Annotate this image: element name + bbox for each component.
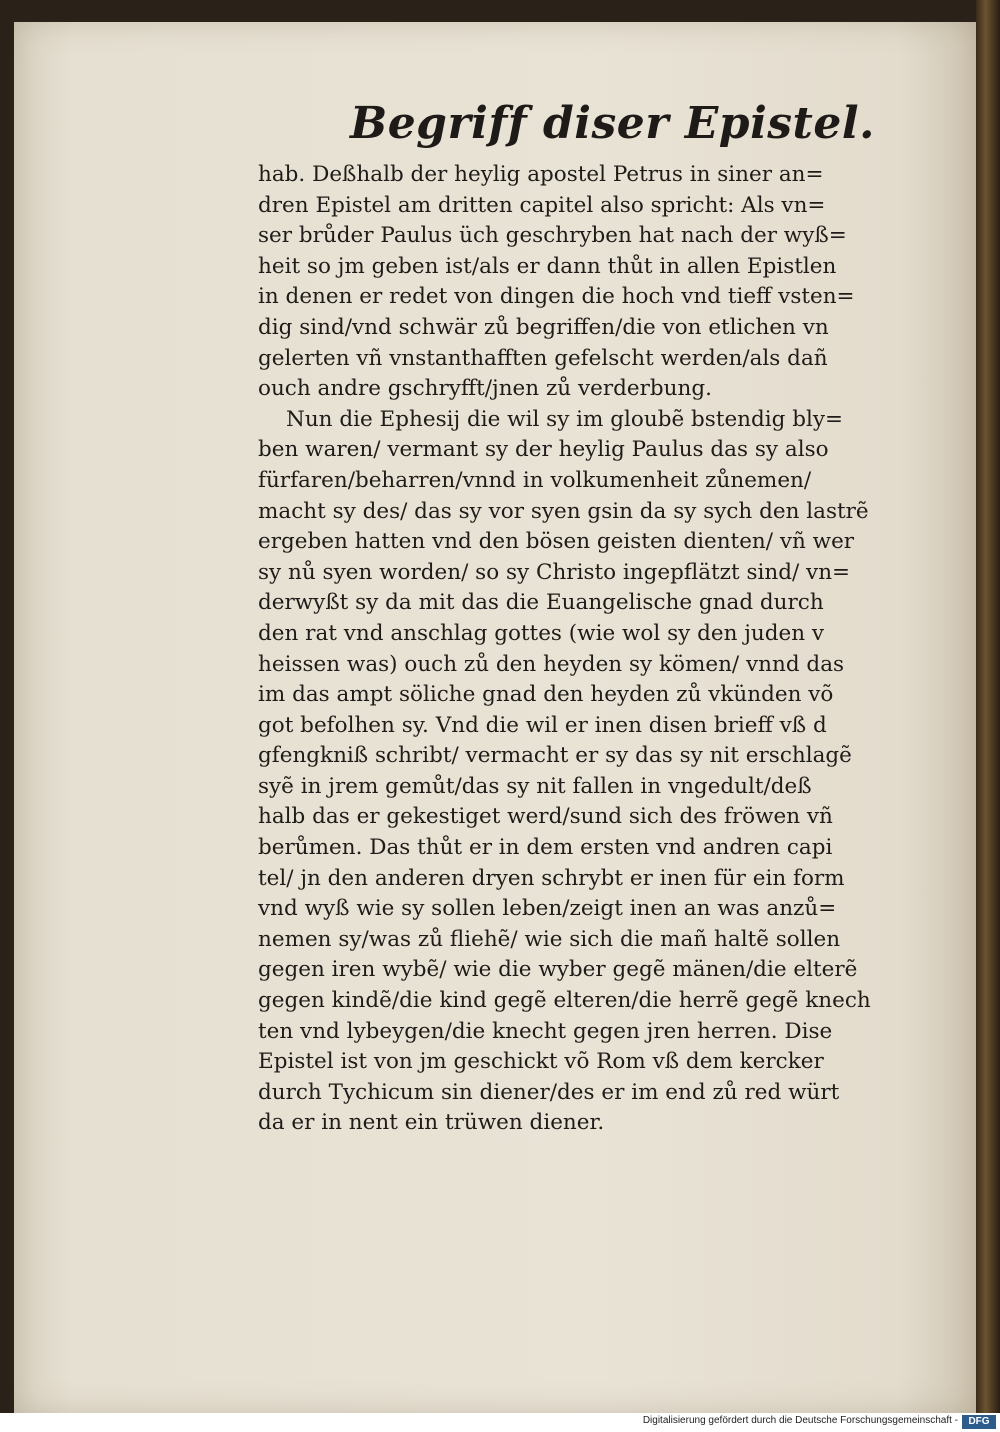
text-line: Epistel ist von jm geschickt võ Rom vß dem kercker <box>258 1049 824 1075</box>
book-spine-edge <box>976 0 1000 1413</box>
text-line: da er in nent ein trüwen diener. <box>258 1110 605 1136</box>
text-line: dren Epistel am dritten capitel also spricht: Als vn= <box>258 192 826 218</box>
text-line: derwyßt sy da mit das die Euangelische gnad durch <box>258 590 824 616</box>
text-line: fürfaren/beharren/vnnd in volkumenheit zůnemen/ <box>258 467 812 493</box>
text-line: syẽ in jrem gemůt/das sy nit fallen in vngedult/deß <box>258 773 812 799</box>
text-line: dig sind/vnd schwär zů begriffen/die von etlichen vn <box>258 314 829 340</box>
text-line: Nun die Ephesij die wil sy im gloubẽ bstendig bly= <box>286 406 844 432</box>
text-line: gegen kindẽ/die kind gegẽ elteren/die herrẽ gegẽ knech <box>258 988 871 1014</box>
text-line: ben waren/ vermant sy der heylig Paulus das sy also <box>258 437 829 463</box>
text-line: den rat vnd anschlag gottes (wie wol sy den juden v <box>258 620 825 646</box>
text-line: ouch andre gschryfft/jnen zů verderbung. <box>258 376 712 402</box>
page-heading: Begriff diser Epistel. <box>350 98 875 149</box>
text-line: ten vnd lybeygen/die knecht gegen jren herren. Dise <box>258 1018 833 1044</box>
text-line: gfengkniß schribt/ vermacht er sy das sy nit erschlagẽ <box>258 743 852 769</box>
text-line: ergeben hatten vnd den bösen geisten dienten/ vñ wer <box>258 529 855 555</box>
text-line: in denen er redet von dingen die hoch vnd tieff vsten= <box>258 284 855 310</box>
body-text-block <box>258 160 926 1139</box>
dfg-logo: DFG <box>962 1415 996 1429</box>
text-line: halb das er gekestiget werd/sund sich des fröwen vñ <box>258 804 833 830</box>
text-line: hab. Deßhalb der heylig apostel Petrus in siner an= <box>258 162 824 187</box>
text-line: durch Tychicum sin diener/des er im end zů red würt <box>258 1079 840 1105</box>
text-line: heissen was) ouch zů den heyden sy kömen/ vnnd das <box>258 651 845 677</box>
text-line: nemen sy/was zů fliehẽ/ wie sich die mañ haltẽ sollen <box>258 926 841 952</box>
text-line: im das ampt söliche gnad den heyden zů vkünden võ <box>258 682 834 708</box>
text-line: macht sy des/ das sy vor syen gsin da sy sych den lastrẽ <box>258 498 869 524</box>
text-line: berůmen. Das thůt er in dem ersten vnd andren capi <box>258 835 833 861</box>
text-line: got befolhen sy. Vnd die wil er inen disen brieff vß d <box>258 712 827 738</box>
text-line: ser brůder Paulus üch geschryben hat nach der wyß= <box>258 223 847 249</box>
text-line: vnd wyß wie sy sollen leben/zeigt inen an was anzů= <box>258 896 837 922</box>
text-line: heit so jm geben ist/als er dann thůt in allen Epistlen <box>258 253 837 279</box>
text-line: gelerten vñ vnstanthafften gefelscht werden/als dañ <box>258 345 828 371</box>
text-line: gegen iren wybẽ/ wie die wyber gegẽ mänen/die elterẽ <box>258 957 858 983</box>
funding-credit: Digitalisierung gefördert durch die Deutsche Forschungsgemeinschaft - <box>642 1415 958 1426</box>
text-line: sy nů syen worden/ so sy Christo ingepflätzt sind/ vn= <box>258 559 851 585</box>
text-line: tel/ jn den anderen dryen schrybt er inen für ein form <box>258 865 845 891</box>
